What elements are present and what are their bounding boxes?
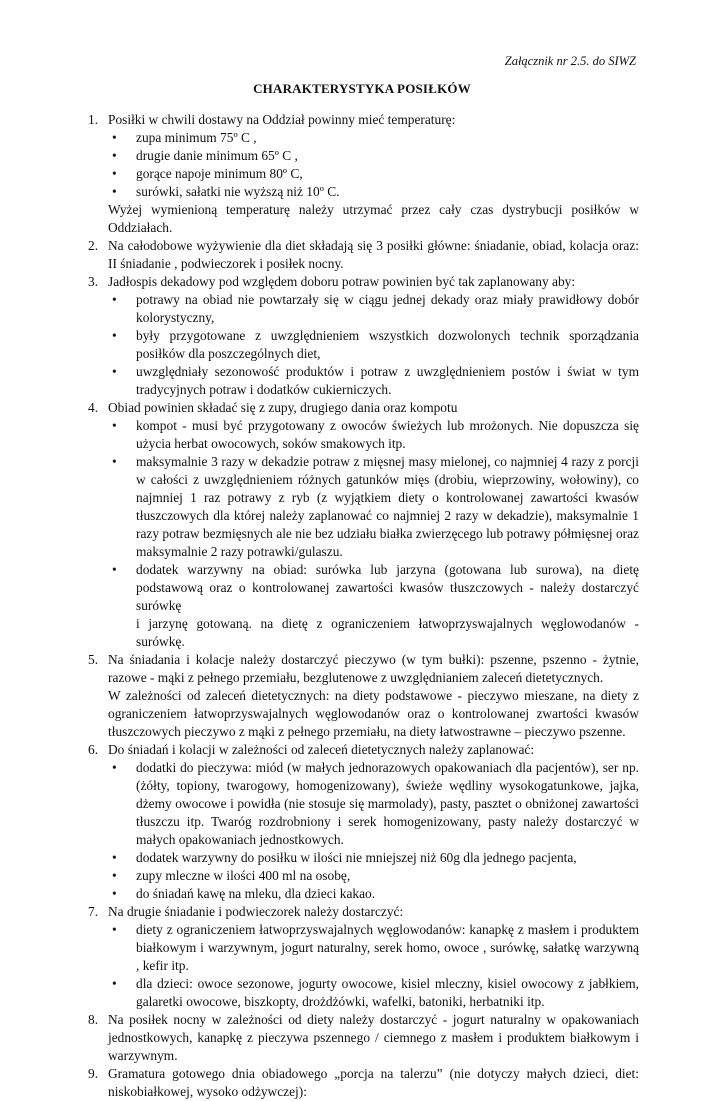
bullet-icon: • (112, 328, 117, 343)
section-5 (88, 651, 639, 741)
bullet-list (108, 129, 639, 201)
bullet-icon: • (112, 886, 117, 901)
bullet-icon: • (112, 454, 117, 469)
list-item: • dodatek warzywny do posiłku w ilości nie mniejszej niż 60g dla jednego pacjenta, (112, 850, 577, 865)
bullet-icon: • (112, 364, 117, 379)
list-item: • zupa minimum 75º C , (112, 130, 257, 145)
bullet-icon: • (112, 130, 117, 145)
section-number: 8. (88, 1012, 99, 1027)
sections-list (88, 111, 639, 1101)
section-number: 5. (88, 652, 99, 667)
section-text: Do śniadań i kolacji w zależności od zaleceń dietetycznych należy zaplanować: (108, 742, 535, 757)
list-item: • dodatki do pieczywa: miód (w małych jednorazowych opakowaniach dla pacjentów), ser np. (żółty, topiony, twarogowy, homogenizowany), świeże wędliny wysokogatunkowe, jajka, dżemy owocowe i powidła (nie stosuje się marmolady), pasty, pasztet o obniżonej zawartości tłuszczu itp. Twaróg rozdrobniony i serek homogenizowany, pasty należy dostarczyć w małych opakowaniach jednostkowych. (112, 760, 639, 847)
list-item: • dodatek warzywny na obiad: surówka lub jarzyna (gotowana lub surowa), na dietę podstawową oraz o kontrolowanej zawartości kwasów tłuszczowych - należy dostarczyć surówkę (112, 562, 639, 613)
bullet-icon: • (112, 148, 117, 163)
bullet-icon: • (112, 166, 117, 181)
section-number: 4. (88, 400, 99, 415)
section-6 (88, 741, 639, 903)
bullet-list (108, 417, 639, 615)
bullet-continuation: i jarzynę gotowaną. na dietę z ograniczeniem łatwoprzyswajalnych węglowodanów - surówkę. (136, 616, 639, 649)
section-number: 1. (88, 112, 99, 127)
section-text: Jadłospis dekadowy pod względem doboru potraw powinien być tak zaplanowany aby: (108, 274, 576, 289)
bullet-list (108, 921, 639, 1011)
list-item: • uwzględniały sezonowość produktów i potraw z uwzględnieniem postów i świat w tym tradycyjnych potraw i dodatków cukierniczych. (112, 364, 639, 397)
page-title: CHARAKTERYSTYKA POSIŁKÓW (253, 81, 471, 96)
list-item: • dla dzieci: owoce sezonowe, jogurty owocowe, kisiel mleczny, kisiel owocowy z jabłkiem, galaretki owocowe, biszkopty, drożdżówki, wafelki, batoniki, herbatniki itp. (112, 976, 639, 1009)
section-text: Obiad powinien składać się z zupy, drugiego dania oraz kompotu (108, 400, 458, 415)
bullet-list (108, 759, 639, 903)
list-item: • kompot - musi być przygotowany z owoców świeżych lub mrożonych. Nie dopuszcza się użycia herbat owocowych, soków smakowych itp. (112, 418, 639, 451)
annex-reference: Załącznik nr 2.5. do SIWZ (504, 54, 636, 68)
section-number: 7. (88, 904, 99, 919)
list-item: • do śniadań kawę na mleku, dla dzieci kakao. (112, 886, 376, 901)
document-body (88, 111, 639, 1101)
bullet-list (108, 291, 639, 399)
section-text: Gramatura gotowego dnia obiadowego „porcja na talerzu” (nie dotyczy małych dzieci, diet: niskobiałkowej, wysoko odżywczej): (108, 1066, 639, 1099)
section-number: 9. (88, 1066, 99, 1081)
section-text: Na całodobowe wyżywienie dla diet składają się 3 posiłki główne: śniadanie, obiad, kolacja oraz: II śniadanie , podwieczorek i posiłek nocny. (108, 238, 639, 271)
section-3 (88, 273, 639, 399)
list-item: • gorące napoje minimum 80º C, (112, 166, 303, 181)
section-note: W zależności od zaleceń dietetycznych: na diety podstawowe - pieczywo mieszane, na diety z ograniczeniem łatwoprzyswajalnych węglowodanów oraz o kontrolowanej zwartości kwasów tłuszczowych pieczywo z mąki z pełnego przemiału, na diety łatwostrawne – pieczywo pszenne. (108, 688, 639, 739)
bullet-icon: • (112, 850, 117, 865)
section-2 (88, 237, 639, 273)
section-7 (88, 903, 639, 1011)
bullet-icon: • (112, 976, 117, 991)
list-item: • były przygotowane z uwzględnieniem wszystkich dozwolonych technik sporządzania posiłków dla poszczególnych diet, (112, 328, 639, 361)
section-9 (88, 1065, 639, 1101)
section-note: Wyżej wymienioną temperaturę należy utrzymać przez cały czas dystrybucji posiłków w Oddziałach. (108, 202, 639, 235)
list-item: • diety z ograniczeniem łatwoprzyswajalnych węglowodanów: kanapkę z masłem i produktem białkowym i warzywnym, jogurt naturalny, serek homo, owoce , surówkę, sałatkę warzywną , kefir itp. (112, 922, 639, 973)
section-text: Na śniadania i kolacje należy dostarczyć pieczywo (w tym bułki): pszenne, pszenno - żytnie, razowe - mąki z pełnego przemiału, bezglutenowe z uwzględnianiem zaleceń dietetycznych. (108, 652, 639, 685)
list-item: • surówki, sałatki nie wyższą niż 10º C. (112, 184, 340, 199)
section-number: 3. (88, 274, 99, 289)
bullet-icon: • (112, 868, 117, 883)
section-text: Na drugie śniadanie i podwieczorek należy dostarczyć: (108, 904, 404, 919)
list-item: • maksymalnie 3 razy w dekadzie potraw z mięsnej masy mielonej, co najmniej 4 razy z porcji w całości z uwzględnieniem różnych gatunków mięs (drobiu, wieprzowiny, wołowiny), co najmniej 1 raz potrawy z ryb (z wyjątkiem diety o kontrolowanej zawartości kwasów tłuszczowych dla której należy zaplanować co najmniej 2 razy w dekadzie), maksymalnie 1 razy potraw bezmięsnych ale nie bez udziału białka zwierzęcego lub potrawy półmięsnej oraz maksymalnie 2 razy potrawki/gulaszu. (112, 454, 639, 559)
section-8 (88, 1011, 639, 1065)
section-text: Na posiłek nocny w zależności od diety należy dostarczyć - jogurt naturalny w opakowaniach jednostkowych, kanapkę z pieczywa pszennego / ciemnego z masłem i produktem białkowym i warzywnym. (108, 1012, 639, 1063)
section-number: 6. (88, 742, 99, 757)
section-number: 2. (88, 238, 99, 253)
bullet-icon: • (112, 760, 117, 775)
list-item: • zupy mleczne w ilości 400 ml na osobę, (112, 868, 351, 883)
section-4 (88, 399, 639, 651)
bullet-icon: • (112, 292, 117, 307)
section-text: Posiłki w chwili dostawy na Oddział powinny mieć temperaturę: (108, 112, 456, 127)
bullet-icon: • (112, 184, 117, 199)
section-1 (88, 111, 639, 237)
list-item: • drugie danie minimum 65º C , (112, 148, 298, 163)
bullet-icon: • (112, 418, 117, 433)
bullet-icon: • (112, 562, 117, 577)
bullet-icon: • (112, 922, 117, 937)
list-item: • potrawy na obiad nie powtarzały się w ciągu jednej dekady oraz miały prawidłowy dobór kolorystyczny, (112, 292, 639, 325)
